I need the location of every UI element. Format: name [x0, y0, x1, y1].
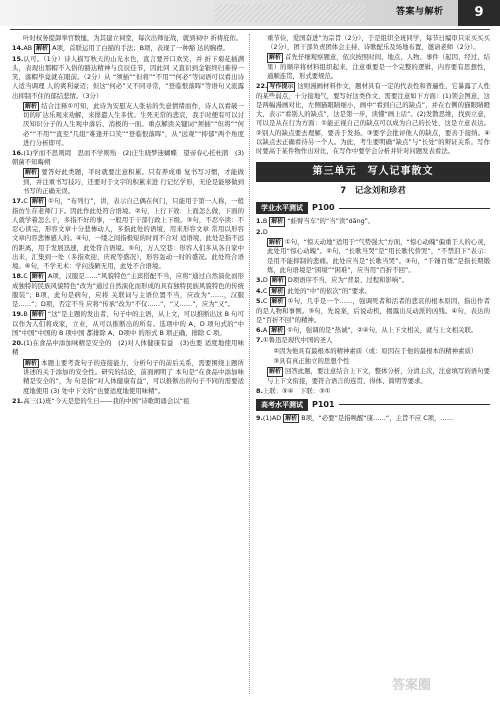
question-number: 4.: [256, 286, 263, 295]
answer-paragraph: [12, 339, 244, 357]
analysis-text: 本题主要考查句子的连接能力，分析句子的前后关系，需要围绕主题所讲述的关于添加的安全性。研究的结论，前面阐明了 本句是“在食品中添加味精是安全的”，为 句是指“对人体健康有益”，可以推断出的句子不同的需要适度地使用 (3) 处中下文的“也要适度地使用味精”。: [23, 358, 244, 395]
answer-text: AB: [23, 44, 35, 53]
answer-paragraph: [12, 34, 244, 43]
question-number: 16.: [12, 149, 24, 158]
analysis-tag: 解析: [269, 238, 282, 246]
answer-paragraph: [12, 55, 244, 101]
section-page: P100: [312, 203, 335, 213]
header-bar: [0, 0, 500, 26]
answer-paragraph: [256, 287, 490, 297]
answer-text: (1)学而不思则罔 思而不学则殆 (2)庄生晓梦迷蝴蝶 望帝春心托杜鹃 (3)朝菌不知晦朔: [12, 149, 244, 167]
question-number: 21.: [12, 396, 24, 405]
analysis-tag: 解析: [271, 298, 284, 306]
answer-paragraph: [12, 149, 244, 167]
analysis-tag: 解析: [271, 326, 284, 334]
analysis-tag: 解析: [36, 45, 49, 53]
answer-paragraph: [256, 53, 490, 81]
analysis-tag: 解析: [271, 218, 284, 226]
answer-paragraph: [12, 272, 244, 309]
answer-text: (1)AD: [262, 413, 284, 422]
analysis-text: ①句，强调的是“热诚”，②④句，从上下文相关，就与上文相关联。: [287, 325, 478, 334]
analysis-tag: 解析: [31, 273, 44, 281]
question-number: 7.: [256, 336, 263, 345]
answer-text: B: [23, 310, 30, 319]
question-number: 3.: [256, 276, 263, 285]
analysis-tag: 解析: [269, 54, 282, 62]
answer-paragraph: [256, 34, 490, 52]
analysis-text: B项，“必要”是指唤醒“康……“，主旨不应 C项，……: [301, 413, 454, 422]
answer-paragraph: [256, 367, 490, 386]
right-top-answers: [256, 34, 490, 156]
question-number: 5.: [256, 297, 263, 306]
unit-banner: 第三单元 写人记事散文: [256, 162, 490, 182]
analysis-tag: 解析: [31, 311, 44, 319]
question-number: 20.: [12, 339, 24, 348]
answer-paragraph: [256, 414, 490, 424]
answer-text: 叶时权务提卸举官数恤，为其建立祠堂，每次出师征战，就到祠中 祈祷庇佑。: [23, 34, 243, 42]
question-number: 9.: [256, 413, 263, 422]
lesson-title: 7 记念刘和珍君: [340, 186, 406, 197]
section-tag: 学业水平测试: [256, 202, 308, 214]
analysis-tag: 解析: [25, 102, 38, 110]
answer-text: C: [23, 197, 30, 206]
right-column: [256, 34, 490, 696]
answer-paragraph: [256, 336, 490, 345]
answer-paragraph: [256, 297, 490, 325]
section-rule: [339, 404, 490, 405]
answer-paragraph: [12, 44, 244, 54]
analysis-tag: 解析: [269, 368, 282, 376]
analysis-text: A项，汉服是……“风貌特色”主宾搭配不当，应将“通过自然演化而形成独特的民族风貌特色”改为“通过自然演化而形成的具有独特民族风貌特色的传统服装”；B项，此句是病句，应将 关联词与主语位置不当，应改为“……，汉服是……”；D项，否定不当 应将“传承”改为“不仅……”，“又……”，应为“又”。: [12, 272, 244, 309]
left-column: [12, 34, 244, 696]
analysis-text: 首先仔细观察题意，依次按照时间、地点、人物、事件（起因、经过、结果）的顺序将材料组织起来，注意重要是一个完整的逻辑，内容要有思想性，通顺连贯，形式要规范。: [267, 53, 490, 81]
analysis-text: 这则漫画材料作文，题材具有一定的代表性和普遍性，它暴露了人性的某些弱点，十分接地气，要写好这类作文，需要注意如下方面：(1)领会图意，这是两幅漫画对比，左侧猫眼睛细小，画中“看到自己的缺点”，并在右侧的猫眼睛瞪大，表示“看别人的缺点”，这是第一步，读懂“画上话”。(2)发散思维，找到立意，可以是从在行为方面：①能正视自己的缺点可以成为自己的长处，这是立意表达。②别人的缺点要去理解，要善于发扬。③要学会批评他人的缺点，要善于接纳。④以缺点去正确看待另一个人。为此，考生要明确“缺点”与“长处”的辩证关系。写作时要高于某件物作出对比，在写作中要学会分析并针对问题发表看法。: [256, 82, 490, 156]
analysis-text: ①句，“布列行”，讲，表示自己偶在何门，只能用于第一人称，一般指仿生在老师门下。因此作此处符合语境。②句，上行下效：上面怎么做，下面的人就学着怎么干，多指不好的事，一般用于干部行政上下级。③句，不忍卒读：不忍心读完，形容文章十分悲惨动人，多指此处的语境，用来形容文章 常用以形容文章内容悲惨感人的。④句，一缕之间指极短的时间不合对 适语境，此处是指不远的距离，用于发展迅速，此处符合语境。⑤句，万人空巷：形容人们多从各自家中出来，汇集到一处（多指欢迎、庆祝等盛况），形容轰动一时的盛况。此处符合语境。⑥句，不学无术：学问浅陋无用，此处不合语境。: [12, 197, 244, 271]
analysis-tag: 写作提示: [269, 83, 294, 91]
answer-paragraph: [256, 347, 490, 356]
analysis-tag: 解析: [25, 359, 38, 367]
answer-paragraph: [12, 197, 244, 271]
analysis-tag: 解析: [271, 287, 284, 295]
answer-text: 认可。（1分）诗人描写秋天的山光水色，直言要开口欢笑，并 折下菊花插满头，表现出那帽不入俗的豁达精神与良辰佳节，因此同 又直识到金银终归难得一笑，落帽毕竟就在眼前。（2分）从 “须插”“但将”“不用”“何必”等词语可以看出诗人适当调理 人的爽利豪迈；但这“何必”又不同寻常，“登临恨落晖”等语句又流露 出抑制不住的郁结悲情。（3分）: [12, 54, 244, 100]
answer-text: C: [262, 297, 270, 306]
answer-paragraph: [256, 217, 490, 227]
watermark: 答案圈: [392, 678, 432, 693]
right-bottom-answers: [256, 414, 490, 424]
question-number: 17.: [12, 197, 24, 206]
answer-paragraph: [12, 310, 244, 338]
answer-text: D: [262, 227, 268, 236]
question-number: 19.: [12, 310, 24, 319]
answer-paragraph: [256, 238, 490, 275]
analysis-text: ①句，几乎是一个……，强调死者和活者的悲哀的根本原因，指出作者的是人物和事例。③句，先说案，后说动机，揭露出反动派的凶残。④句，表达的是“百折不回”的精神。: [256, 297, 490, 324]
analysis-text: A项，首联运用了白描的手法；B项，表现了一种豁 达的胸襟。: [52, 44, 230, 53]
answer-text: A: [262, 325, 270, 334]
answer-paragraph: [256, 82, 490, 156]
answer-text: 高三(1)班“今天是您的生日——我的中国”诗歌朗诵会以“祖: [23, 396, 190, 405]
section-head-academic: [256, 202, 490, 214]
question-number: 2.: [256, 227, 263, 236]
question-number: 15.: [12, 54, 24, 63]
answer-text: C: [262, 286, 270, 295]
question-number: 14.: [12, 44, 24, 53]
analysis-tag: 解析: [31, 198, 44, 206]
section-head-gaokao: [256, 399, 490, 411]
answer-paragraph: [12, 397, 244, 406]
answer-text: B: [262, 217, 270, 226]
answer-text: 重节俭，爱国奋进”为宗旨（2分），于是组织全班同学，每节日编审只采买买买（2分），团干部负责团体会主持、诗歌配乐及场地布置，邀请老师（2分）。: [267, 34, 490, 52]
analysis-tag: 解析: [271, 277, 284, 285]
answer-text: ②因为他具有最根本的精神素质（或：原因在于他的最根本的精神素质）: [267, 346, 478, 355]
answer-paragraph: [256, 276, 490, 286]
section-page: P101: [312, 399, 335, 409]
answer-text: ③具有真正独立的思想个性: [267, 356, 350, 365]
answer-paragraph: [256, 228, 490, 237]
header-title: 答案与解析: [396, 7, 444, 17]
answer-text: C: [23, 272, 30, 281]
analysis-text: ①句，“惊天动地”适用于“气势强大”方面，“惊心动魄”偏重于人的心灵，此处用“惊心动魄”。②句，“长歌当哭”是“用长歌代替哭”，“不禁泪下”表示：是用不能抑制的悲痛。此处应当是“长歌当哭”。③句，“千锤百炼”是指长期锻炼，此句语境是“困境”“困难”，应当用“百折不回”。: [267, 237, 490, 274]
analysis-text: D项语序不当，应为“背景、过程和影响”。: [287, 276, 409, 285]
analysis-text: 结合注释①可知，此诗为安慰友人张祜的失意情绪而作，诗人以看破一切的旷达乐观来劝解，来排遣人生多忧。生死无常的悲哀，我手时便有可以讨厌知识分子的人生观中落后、消极的一面。重点解读关键词“须插”“但将”“何必”“不用”“直至”几组“难逢开口笑”“登临恨落晖”，从“远观”“抑郁”两个角度进行分析即可。: [23, 101, 244, 147]
answer-text: D: [262, 276, 270, 285]
analysis-text: “蛙臂当车”的“当”读“dāng”。: [287, 217, 375, 226]
answer-text: ①鲁迅是现代中国的圣人: [262, 336, 333, 345]
question-number: 8.: [256, 386, 263, 395]
section-rule: [339, 208, 490, 209]
section-tag: 高考水平测试: [256, 399, 308, 411]
analysis-text: 此处的“中”的依次“的”要求。: [287, 286, 371, 295]
answer-paragraph: [256, 357, 490, 366]
question-number: 1.: [256, 217, 263, 226]
header-rule: [10, 29, 490, 30]
column-divider: [249, 34, 250, 694]
right-mid-answers: [256, 217, 490, 396]
header-pattern: [215, 4, 365, 22]
question-number: 22.: [256, 82, 268, 91]
analysis-text: 要答好此类题，平时就要注意积累。只有养成重 复书写习惯，才能做到，并注重书写技巧，还要对于文字的积累来进 行记忆学形，无论是能够做到书写的正确无误。: [23, 168, 244, 196]
answer-paragraph: [256, 326, 490, 336]
answer-paragraph: [12, 102, 244, 148]
answer-paragraph: [256, 387, 490, 396]
answer-text: 上联：⑤④ 下联：③①: [262, 386, 331, 395]
analysis-tag: 解析: [25, 169, 38, 177]
page-number: 9: [458, 0, 500, 26]
question-number: 6.: [256, 325, 263, 334]
analysis-text: “这”是主题的发出者，句子中的主语，从上文，可以推断出这 B 句可以作为人们将成家，立业，从可以推断出的所有。选项中的 A、D 项句式的“中国”中国”中国的 B 项中国 都排除 A、D项中 的形式 B 项正确，排除 C 项。: [12, 310, 244, 338]
answer-paragraph: [12, 168, 244, 196]
answer-paragraph: [12, 359, 244, 396]
question-number: 18.: [12, 272, 24, 281]
answer-text: (1)在食品中添加味精是安全的 (2)对人体健康有益 (3)也要 适度地使用味精: [12, 339, 244, 357]
analysis-tag: 解析: [285, 414, 298, 422]
analysis-text: 回答此题，要注意结合上下文，整体分析，分清主次，注意填写的语句要与上下文衔接，要符合语言的连贯、得体、简明等要求。: [267, 367, 490, 385]
